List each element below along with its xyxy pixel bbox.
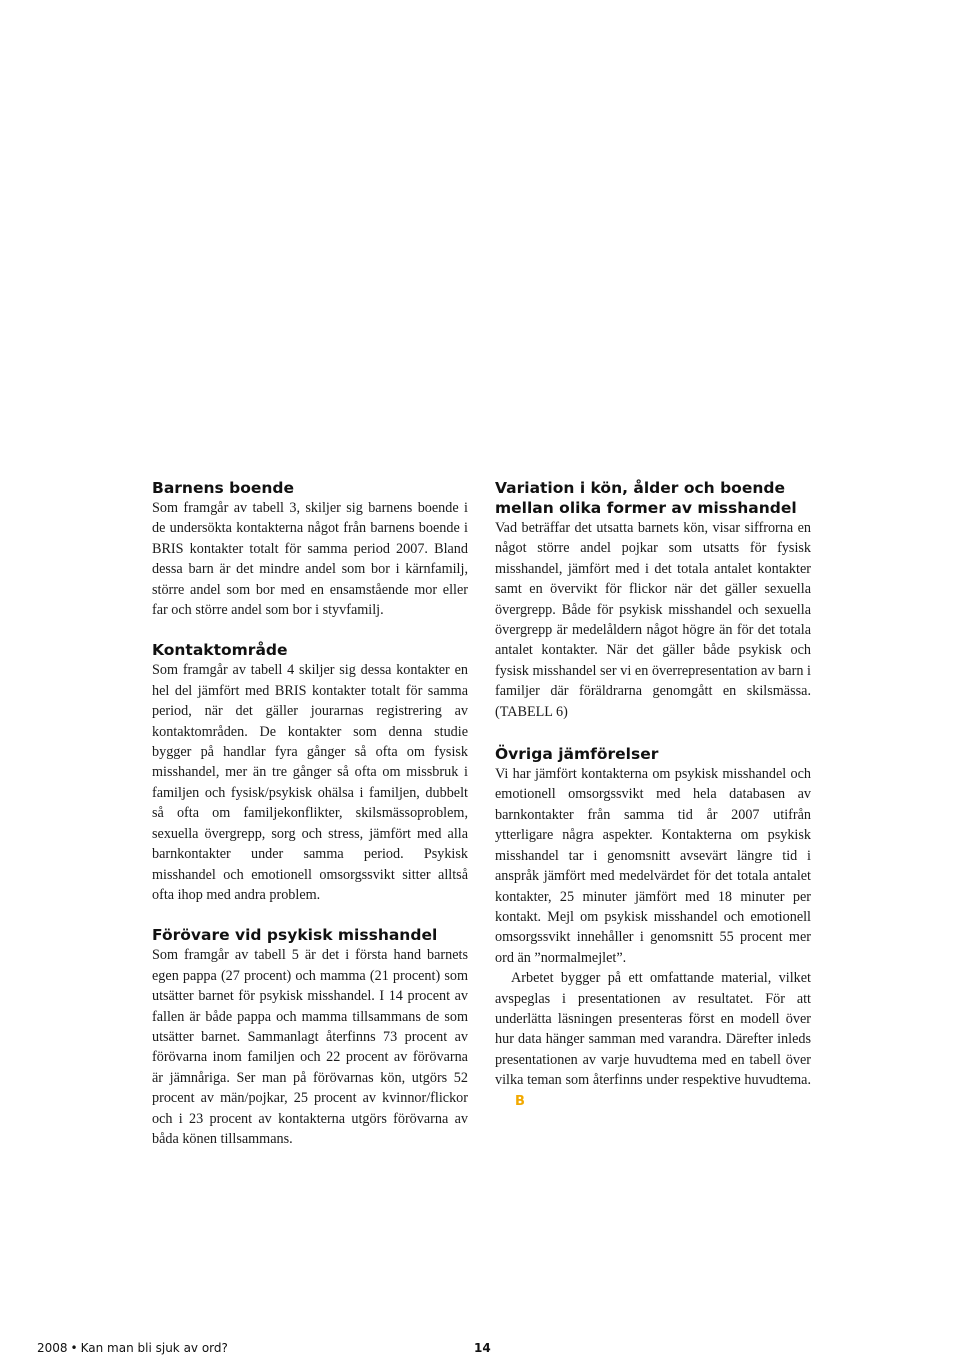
heading-kontaktomrade: Kontaktområde bbox=[152, 641, 288, 660]
footer bbox=[37, 1341, 228, 1355]
left-column bbox=[152, 478, 468, 1149]
paragraph-ovriga-2-text: Arbetet bygger på ett omfattande material, vilket avspeglas i presentationen av resultatet. För att underlätta läsningen presenteras först en modell över hur data hänger samman med varandra. Därefter inleds presentationen av varje huvudtema med en tabell över vilka teman som återfinns under respektive huvudtema. bbox=[495, 970, 811, 1089]
heading-ovriga-jamforelser: Övriga jämförelser bbox=[495, 745, 659, 764]
right-column bbox=[495, 478, 811, 1112]
paragraph-forovare: Som framgår av tabell 5 är det i första hand barnets egen pappa (27 procent) och mamma (21 procent) som utsätter barnet för psykisk misshandel. I 14 procent av fallen är både pappa och mamma tillsammans de som utsätter barnet. Sammanlagt återfinns 73 procent av förövarna inom familjen och 22 procent av förövarna är jämnåriga. Ser man på förövarnas kön, utgörs 52 procent av män/pojkar, 25 procent av kvinnor/flickor och i 23 procent av kontakterna utgörs förövarna av båda könen tillsammans. bbox=[152, 947, 468, 1147]
paragraph-kontaktomrade: Som framgår av tabell 4 skiljer sig dessa kontakter en hel del jämfört med BRIS kontakter totalt för samma period, när det gäller jourarnas registrering av kontaktområden. De kontakter som denna studie bygger på handlar fyra gånger så ofta om fysisk misshandel, mer än tre gånger så ofta om missbruk i familjen och fysisk/psykisk ohälsa i familjen, dubbelt så ofta om familjekonflikter, skilsmässoproblem, sexuella övergrepp, sorg och stress, jämfört med alla barnkontakter under samma period. Psykisk misshandel och emotionell omsorgssvikt sitter alltså ofta ihop med andra problem. bbox=[152, 662, 468, 903]
heading-barnens-boende: Barnens boende bbox=[152, 479, 295, 497]
footer-title: Kan man bli sjuk av ord? bbox=[80, 1341, 228, 1355]
footer-bullet: • bbox=[70, 1341, 78, 1355]
footer-year: 2008 bbox=[37, 1341, 68, 1355]
paragraph-variation: Vad beträffar det utsatta barnets kön, visar siffrorna en något större andel pojkar som utsatts för fysisk misshandel, jämfört med i det totala antalet kontakter samt en övervikt för flickor när det gäller sexuella övergrepp. Både för psykisk misshandel och sexuella övergrepp är medelåldern något högre än för det totala antalet kontakter. När det gäller både psykisk och fysisk misshandel ser vi en överrepresentation av barn i familjer där föräldrarna genomgått en skilsmässa. (TABELL 6) bbox=[495, 520, 811, 720]
heading-forovare: Förövare vid psykisk misshandel bbox=[152, 926, 438, 945]
end-mark-icon: B bbox=[515, 1093, 525, 1109]
paragraph-ovriga-1: Vi har jämfört kontakterna om psykisk misshandel och emotionell omsorgssvikt med hela databasen av barnkontakter från samma tid år 2007 utifrån ytterligare några aspekter. Kontakterna om psykisk misshandel tar i genomsnitt avsevärt längre tid i anspråk jämfört med medelvärdet för det totala antalet kontakter, 25 minuter jämfört med 18 minuter per kontakt. Mejl om psykisk misshandel och emotionell omsorgssvikt innehåller i genomsnitt 55 procent mer ord än ”normalmejlet”. bbox=[495, 766, 811, 966]
heading-variation: Variation i kön, ålder och boende mellan olika former av misshandel bbox=[495, 479, 797, 517]
paragraph-barnens-boende: Som framgår av tabell 3, skiljer sig barnens boende i de undersökta kontakterna något från barnens boende i BRIS kontakter totalt för samma period 2007. Bland dessa barn är det mindre andel som bor i kärnfamilj, större andel som bor med en ensamstående mor eller far och större andel som bor i styvfamilj. bbox=[152, 500, 468, 619]
paragraph-ovriga-2 bbox=[495, 968, 811, 1112]
page-number: 14 bbox=[474, 1341, 491, 1355]
